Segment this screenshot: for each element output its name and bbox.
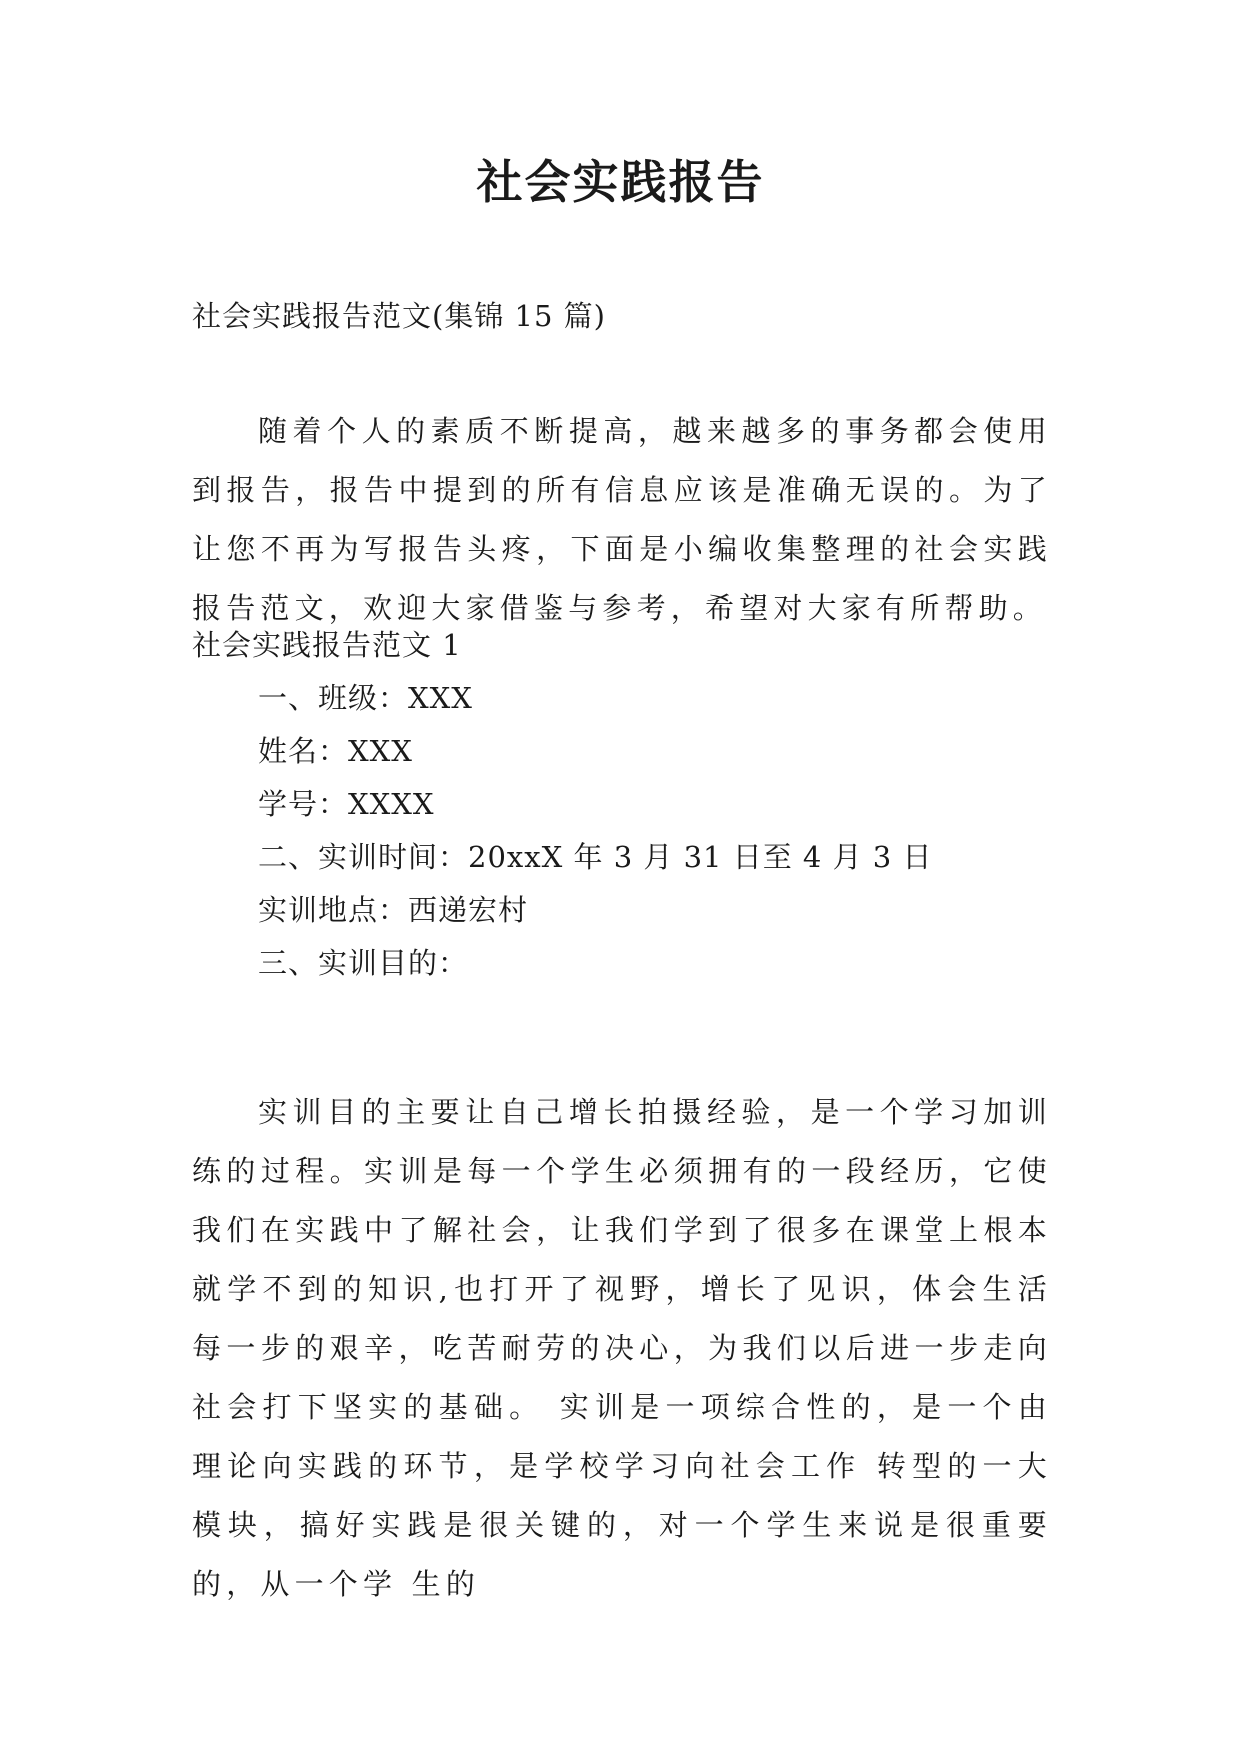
intro-paragraph: 随着个人的素质不断提高，越来越多的事务都会使用到报告，报告中提到的所有信息应该是准确无误的。为了让您不再为写报告头疼，下面是小编收集整理的社会实践报告范文，欢迎大家借鉴与参考，希望对大家有所帮助。 [192, 414, 1052, 625]
body-paragraph: 实训目的主要让自己增长拍摄经验，是一个学习加训练的过程。实训是每一个学生必须拥有的一段经历，它使我们在实践中了解社会，让我们学到了很多在课堂上根本就学不到的知识,也打开了视野，增长了见识，体会生活每一步的艰辛，吃苦耐劳的决心，为我们以后进一步走向社会打下坚实的基础。 实训是一项综合性的，是一个由理论向实践的环节，是学校学习向社会工作 转型的一大模块，搞好实践是很关键的，对一个学生来说是很重要的，从一个学 生的 [192, 1095, 1052, 1601]
student-id-line: 学号：XXXX [258, 787, 435, 821]
training-location-line: 实训地点：西递宏村 [258, 893, 529, 927]
training-time-line: 二、实训时间：20xxX 年 3 月 31 日至 4 月 3 日 [258, 840, 933, 874]
document-subtitle: 社会实践报告范文(集锦 15 篇) [192, 299, 606, 333]
name-line: 姓名：XXX [258, 734, 413, 768]
section-heading: 社会实践报告范文 1 [192, 628, 462, 662]
training-purpose-heading: 三、实训目的： [258, 946, 469, 980]
page-title: 社会实践报告 [476, 155, 765, 209]
class-line: 一、班级：XXX [258, 681, 473, 715]
